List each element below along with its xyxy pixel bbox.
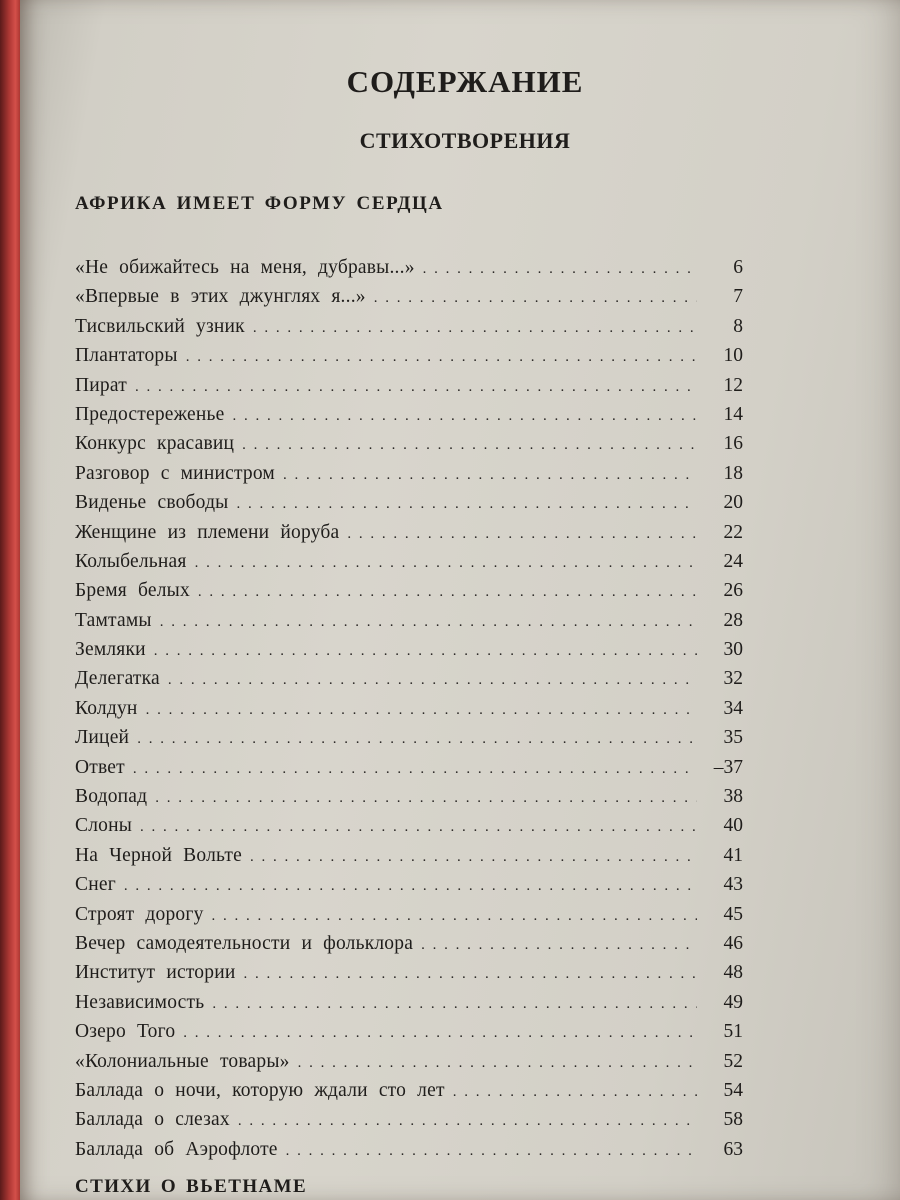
toc-dot-leader bbox=[146, 696, 697, 725]
toc-entry bbox=[75, 400, 743, 429]
toc-dot-leader bbox=[421, 931, 697, 960]
toc-entry-page-number: 26 bbox=[723, 580, 743, 602]
toc-entry-title: Баллада о ночи, которую ждали сто лет bbox=[75, 1079, 445, 1101]
toc-entry bbox=[75, 664, 743, 693]
toc-entry-title: Баллада о слезах bbox=[75, 1109, 230, 1131]
toc-entry-title: Водопад bbox=[75, 786, 148, 808]
toc-entry bbox=[75, 488, 743, 517]
page-title: СОДЕРЖАНИЕ bbox=[346, 64, 584, 99]
toc-entry bbox=[75, 782, 743, 811]
toc-entry bbox=[75, 694, 743, 723]
toc-entry-page-number: 48 bbox=[723, 962, 743, 984]
toc-dot-leader bbox=[154, 637, 697, 666]
toc-entry bbox=[75, 341, 743, 370]
section-title: СТИХОТВОРЕНИЯ bbox=[359, 128, 571, 153]
toc-entry bbox=[75, 1105, 743, 1134]
toc-dot-leader bbox=[133, 755, 697, 784]
toc-entry-title: Земляки bbox=[75, 639, 146, 661]
toc-entry bbox=[75, 459, 743, 488]
toc-entry bbox=[75, 870, 743, 899]
toc-dot-leader bbox=[253, 314, 697, 343]
toc-dot-leader bbox=[250, 843, 697, 872]
toc-entry-title: Лицей bbox=[75, 727, 130, 749]
toc-entry bbox=[75, 547, 743, 576]
toc-entry-title: На Черной Вольте bbox=[75, 844, 242, 866]
toc-entry-title: Тисвильский узник bbox=[75, 315, 245, 337]
toc-entry bbox=[75, 1076, 743, 1105]
toc-entry-page-number: –37 bbox=[713, 756, 743, 778]
toc-entry bbox=[75, 1135, 743, 1164]
toc-dot-leader bbox=[160, 608, 697, 637]
toc-entry-page-number: 10 bbox=[723, 345, 743, 367]
toc-entry-title: Плантаторы bbox=[75, 345, 178, 367]
toc-dot-leader bbox=[195, 549, 697, 578]
toc-entry-title: Разговор с министром bbox=[75, 462, 275, 484]
toc-entry-page-number: 35 bbox=[723, 727, 743, 749]
toc-entry-title: Вечер самодеятельности и фольклора bbox=[75, 932, 414, 954]
toc-entry bbox=[75, 371, 743, 400]
toc-dot-leader bbox=[186, 343, 697, 372]
toc-dot-leader bbox=[155, 784, 697, 813]
toc-entry-title: Пират bbox=[75, 374, 127, 396]
subsection-title: АФРИКА ИМЕЕТ ФОРМУ СЕРДЦА bbox=[75, 193, 444, 214]
toc-entry-title: Строят дорогу bbox=[75, 903, 204, 925]
toc-entry bbox=[75, 723, 743, 752]
toc-dot-leader bbox=[140, 813, 697, 842]
toc-entry bbox=[75, 958, 743, 987]
toc-entry-page-number: 32 bbox=[723, 668, 743, 690]
toc-entry bbox=[75, 841, 743, 870]
toc-entry bbox=[75, 1047, 743, 1076]
toc-entry bbox=[75, 1017, 743, 1046]
toc-dot-leader bbox=[238, 1107, 697, 1136]
toc-entry-page-number: 34 bbox=[723, 697, 743, 719]
toc-entry bbox=[75, 606, 743, 635]
toc-entry-title: Колдун bbox=[75, 697, 138, 719]
toc-entry-page-number: 8 bbox=[733, 315, 743, 337]
toc-dot-leader bbox=[243, 960, 697, 989]
toc-entry bbox=[75, 900, 743, 929]
toc-entry bbox=[75, 282, 743, 311]
toc-entry-title: Предостереженье bbox=[75, 403, 225, 425]
toc-entry bbox=[75, 635, 743, 664]
toc-dot-leader bbox=[374, 284, 697, 313]
toc-entry-title: Бремя белых bbox=[75, 580, 190, 602]
toc-dot-leader bbox=[423, 255, 697, 284]
toc-entry-page-number: 54 bbox=[723, 1079, 743, 1101]
toc-entry-page-number: 40 bbox=[723, 815, 743, 837]
toc-entry-page-number: 22 bbox=[723, 521, 743, 543]
toc-entry-title: «Не обижайтесь на меня, дубравы...» bbox=[75, 257, 415, 278]
toc-entry-title: Снег bbox=[75, 874, 116, 896]
toc-entry-page-number: 45 bbox=[723, 903, 743, 925]
toc-entry-page-number: 20 bbox=[723, 492, 743, 514]
toc-entry-title: Конкурс красавиц bbox=[75, 433, 235, 455]
toc-dot-leader bbox=[232, 402, 697, 431]
toc-dot-leader bbox=[298, 1049, 697, 1078]
toc-entry bbox=[75, 253, 743, 282]
toc-entry-title: Женщине из племени йоруба bbox=[75, 521, 340, 543]
toc-dot-leader bbox=[237, 490, 698, 519]
toc-dot-leader bbox=[183, 1019, 697, 1048]
toc-entry-title: Баллада об Аэрофлоте bbox=[75, 1138, 278, 1160]
toc-entry-title: «Впервые в этих джунглях я...» bbox=[75, 286, 366, 308]
toc-dot-leader bbox=[212, 990, 697, 1019]
toc-entry-page-number: 30 bbox=[723, 639, 743, 661]
toc-dot-leader bbox=[168, 666, 697, 695]
toc-entry-page-number: 18 bbox=[723, 462, 743, 484]
toc-dot-leader bbox=[124, 872, 697, 901]
toc-entry-page-number: 38 bbox=[723, 786, 743, 808]
toc-entry-page-number: 43 bbox=[723, 874, 743, 896]
toc-entry-page-number: 58 bbox=[723, 1109, 743, 1131]
toc-entry-title: Ответ bbox=[75, 756, 125, 778]
toc-dot-leader bbox=[212, 902, 697, 931]
toc-entry-page-number: 63 bbox=[723, 1138, 743, 1160]
toc-entry-page-number: 51 bbox=[723, 1021, 743, 1043]
toc-entry-page-number: 12 bbox=[723, 374, 743, 396]
toc-entry-title: Тамтамы bbox=[75, 609, 152, 631]
toc-entry bbox=[75, 929, 743, 958]
toc-dot-leader bbox=[453, 1078, 697, 1107]
toc-dot-leader bbox=[347, 520, 697, 549]
next-section-title: СТИХИ О ВЬЕТНАМЕ bbox=[75, 1176, 308, 1197]
book-cover-edge bbox=[0, 0, 22, 1200]
toc-entry bbox=[75, 988, 743, 1017]
toc-entry-title: Независимость bbox=[75, 991, 205, 1013]
toc-entry-page-number: 49 bbox=[723, 991, 743, 1013]
toc-entry-title: Виденье свободы bbox=[75, 492, 229, 514]
toc-entry-page-number: 28 bbox=[723, 609, 743, 631]
book-page bbox=[20, 0, 900, 1200]
toc-entry-page-number: 14 bbox=[723, 403, 743, 425]
toc-entry-title: Институт истории bbox=[75, 962, 236, 984]
toc-dot-leader bbox=[283, 461, 697, 490]
toc-entry-page-number: 46 bbox=[723, 932, 743, 954]
toc-entry-title: Озеро Того bbox=[75, 1021, 176, 1043]
toc-entry-page-number: 7 bbox=[733, 286, 743, 308]
toc-entry-page-number: 6 bbox=[733, 257, 743, 278]
toc-dot-leader bbox=[198, 578, 697, 607]
toc-entry bbox=[75, 518, 743, 547]
toc-entry-title: «Колониальные товары» bbox=[75, 1050, 290, 1072]
toc-entry-page-number: 41 bbox=[723, 844, 743, 866]
toc-dot-leader bbox=[286, 1137, 697, 1166]
toc-entry-page-number: 24 bbox=[723, 550, 743, 572]
table-of-contents bbox=[75, 253, 743, 1164]
toc-entry-page-number: 16 bbox=[723, 433, 743, 455]
toc-entry bbox=[75, 576, 743, 605]
toc-dot-leader bbox=[137, 725, 697, 754]
toc-dot-leader bbox=[242, 431, 697, 460]
toc-entry bbox=[75, 429, 743, 458]
toc-dot-leader bbox=[135, 373, 697, 402]
toc-entry bbox=[75, 811, 743, 840]
toc-entry bbox=[75, 753, 743, 782]
toc-entry-title: Делегатка bbox=[75, 668, 160, 690]
toc-entry bbox=[75, 312, 743, 341]
toc-entry-title: Колыбельная bbox=[75, 550, 187, 572]
toc-entry-page-number: 52 bbox=[723, 1050, 743, 1072]
toc-entry-title: Слоны bbox=[75, 815, 133, 837]
